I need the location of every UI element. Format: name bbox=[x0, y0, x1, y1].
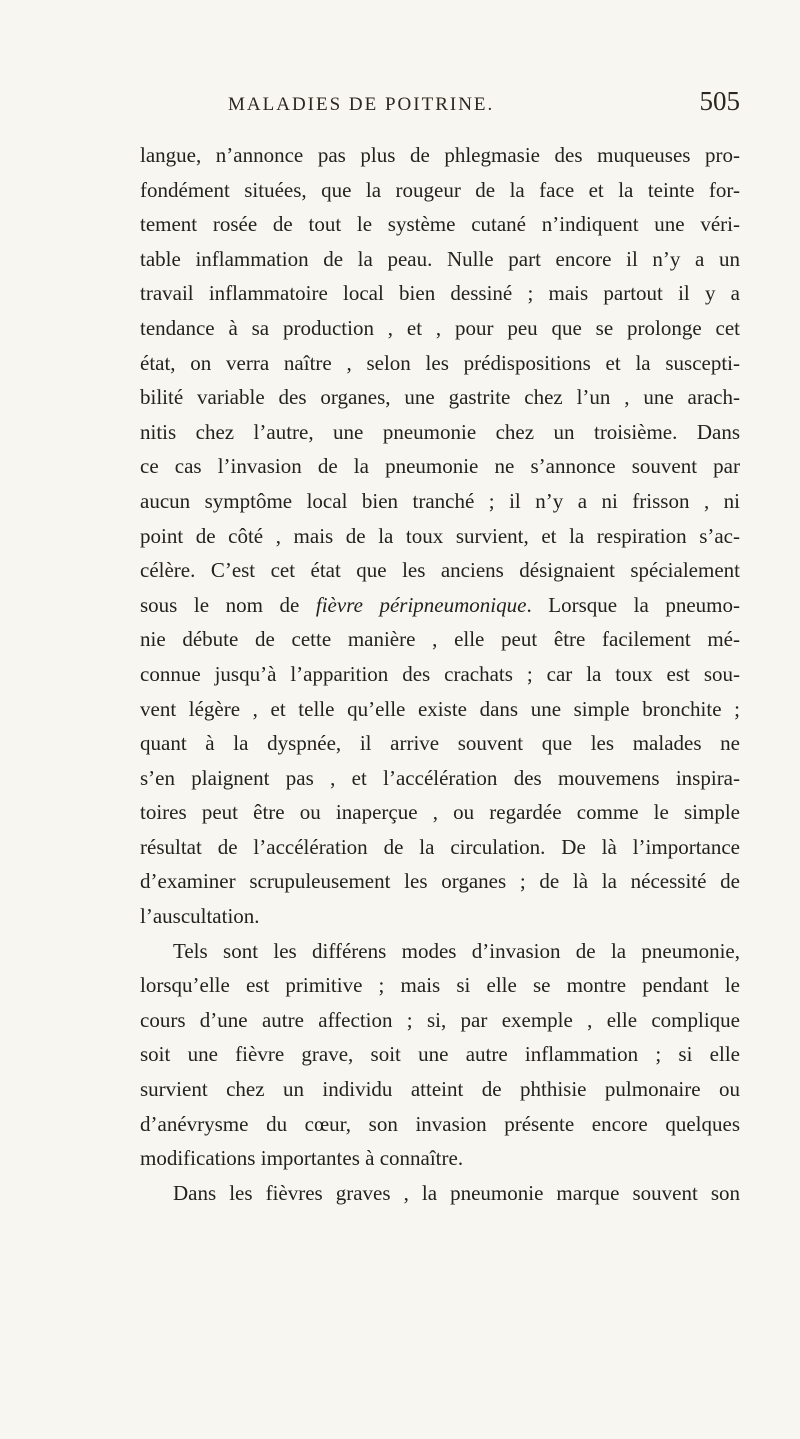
text-line: tendance à sa production , et , pour peu que se prolonge cet bbox=[140, 315, 740, 340]
italic-phrase: fièvre péripneumonique bbox=[315, 592, 527, 617]
text-line: nitis chez l’autre, une pneumonie chez un troisième. Dans bbox=[140, 419, 740, 444]
text-line: aucun symptôme local bien tranché ; il n’y a ni frisson , ni bbox=[140, 488, 740, 513]
text-line: langue, n’annonce pas plus de phlegmasie des muqueuses pro- bbox=[140, 143, 740, 167]
text-line: cours d’une autre affection ; si, par exemple , elle complique bbox=[140, 1007, 740, 1032]
text-line: fondément situées, que la rougeur de la face et la teinte for- bbox=[140, 177, 740, 202]
text-line: travail inflammatoire local bien dessiné ; mais partout il y a bbox=[140, 281, 740, 306]
text-line: ce cas l’invasion de la pneumonie ne s’annonce souvent par bbox=[140, 454, 740, 479]
text-line: résultat de l’accélération de la circulation. De là l’importance bbox=[140, 834, 740, 859]
running-header bbox=[140, 86, 740, 122]
text-line: Tels sont les différens modes d’invasion de la pneumonie, bbox=[173, 938, 740, 963]
body-text bbox=[140, 138, 740, 1210]
text-line: lorsqu’elle est primitive ; mais si elle se montre pendant le bbox=[140, 973, 740, 998]
running-title: MALADIES DE POITRINE. bbox=[228, 94, 495, 115]
text-line: modifications importantes à connaître. bbox=[140, 1146, 464, 1171]
text-line: toires peut être ou inaperçue , ou regardée comme le simple bbox=[140, 800, 740, 825]
text-line: s’en plaignent pas , et l’accélération des mouvemens inspira- bbox=[140, 765, 740, 790]
text-line: célère. C’est cet état que les anciens désignaient spécialement bbox=[140, 558, 740, 583]
text-line: Dans les fièvres graves , la pneumonie marque souvent son bbox=[173, 1180, 740, 1205]
text-line: état, on verra naître , selon les prédispositions et la suscepti- bbox=[140, 350, 740, 375]
text-line: vent légère , et telle qu’elle existe dans une simple bronchite ; bbox=[140, 696, 740, 721]
text-line: d’anévrysme du cœur, son invasion présente encore quelques bbox=[140, 1111, 740, 1136]
text-line: nie débute de cette manière , elle peut être facilement mé- bbox=[140, 627, 740, 652]
text-segment: . Lorsque la pneumo- bbox=[526, 592, 740, 617]
text-line: survient chez un individu atteint de phthisie pulmonaire ou bbox=[140, 1077, 740, 1102]
text-line: d’examiner scrupuleusement les organes ; de là la nécessité de bbox=[140, 869, 740, 894]
text-line: soit une fièvre grave, soit une autre inflammation ; si elle bbox=[140, 1042, 740, 1067]
text-line: tement rosée de tout le système cutané n’indiquent une véri- bbox=[140, 212, 740, 237]
text-line: quant à la dyspnée, il arrive souvent que les malades ne bbox=[140, 731, 740, 756]
text-segment: sous le nom de bbox=[140, 592, 316, 617]
text-line: l’auscultation. bbox=[140, 904, 260, 929]
text-line: connue jusqu’à l’apparition des crachats ; car la toux est sou- bbox=[140, 661, 740, 686]
text-line: table inflammation de la peau. Nulle part encore il n’y a un bbox=[140, 246, 740, 271]
text-line-with-italic bbox=[140, 588, 740, 623]
page-number: 505 bbox=[699, 86, 740, 116]
text-line: bilité variable des organes, une gastrite chez l’un , une arach- bbox=[140, 385, 740, 410]
text-line: point de côté , mais de la toux survient, et la respiration s’ac- bbox=[140, 523, 740, 548]
